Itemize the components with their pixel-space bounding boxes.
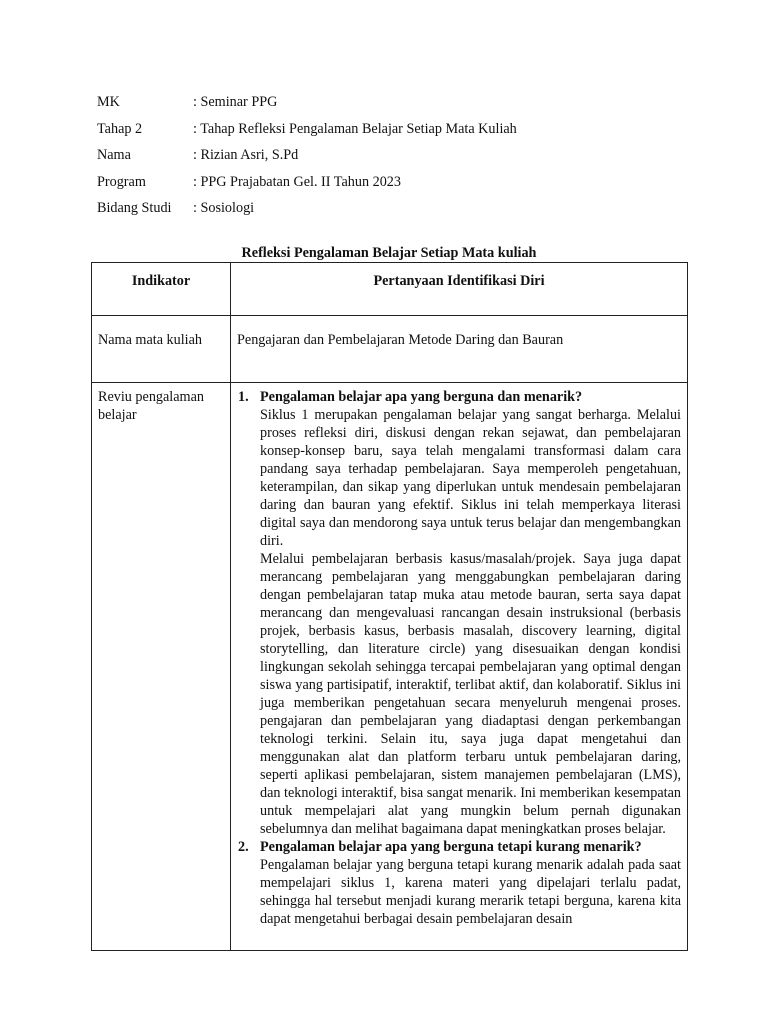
info-row-program — [97, 173, 517, 200]
table-header-row — [92, 263, 688, 316]
reflection-table — [91, 262, 688, 951]
course-name-value: Pengajaran dan Pembelajaran Metode Daring dan Bauran — [231, 316, 688, 383]
info-value: : Rizian Asri, S.Pd — [193, 147, 299, 164]
document-title: Refleksi Pengalaman Belajar Setiap Mata kuliah — [241, 245, 537, 261]
table-row — [92, 383, 688, 951]
question-number: 1. — [238, 389, 249, 405]
info-row-nama — [97, 146, 517, 173]
info-row-tahap — [97, 120, 517, 147]
answer-paragraph: Pengalaman belajar yang berguna tetapi kurang menarik adalah pada saat mempelajari siklus 1, karena materi yang dipelajari terlalu padat, sehingga hal tersebut menjadi kurang merarik tetapi berguna, karena kita dapat mengetahui berbagai desain pembelajaran desain — [260, 857, 681, 927]
table-row — [92, 316, 688, 383]
info-row-mk — [97, 93, 517, 120]
info-value: : PPG Prajabatan Gel. II Tahun 2023 — [193, 173, 401, 190]
answer-paragraph: Siklus 1 merupakan pengalaman belajar yang sangat berharga. Melalui proses refleksi diri, diskusi dengan rekan sejawat, dan pembelajaran konsep-konsep baru, saya telah mengalami transformasi dalam cara pandang saya terhadap pembelajaran. Saya memperoleh pengetahuan, keterampilan, dan sikap yang diperlukan untuk mendesain pembelajaran daring dan bauran yang efektif. Siklus ini telah memperkaya literasi digital saya dan mendorong saya untuk terus belajar dan mengembangkan diri. — [260, 407, 681, 549]
answer-paragraph: Melalui pembelajaran berbasis kasus/masalah/projek. Saya juga dapat merancang pembelajaran yang menggabungkan pembelajaran daring dengan pembelajaran tatap muka atau metode bauran, serta saya dapat merancang dan mengevaluasi rancangan desain instruksional (berbasis projek, berbasis kasus, berbasis masalah, discovery learning, digital storytelling, dan literature circle) yang disesuaikan dengan kondisi lingkungan sekolah sehingga tercapai pembelajaran yang optimal dengan siswa yang partisipatif, interaktif, terlibat aktif, dan kolaboratif. Siklus ini juga memberikan pengetahuan secara menyeluruh mengenai proses. pengajaran dan pembelajaran yang diadaptasi dengan perkembangan teknologi terkini. Selain itu, saya juga dapat mengetahui dan menggunakan alat dan platform terbaru untuk pembelajaran daring, seperti aplikasi pembelajaran, sistem manajemen pembelajaran (LMS), dan teknologi interaktif, bisa sangat menarik. Ini memberikan kesempatan untuk mempelajari alat yang mungkin belum pernah digunakan sebelumnya dan melihat bagaimana dapat meningkatkan proses belajar. — [260, 551, 681, 837]
question-title: Pengalaman belajar apa yang berguna tetapi kurang menarik? — [260, 839, 642, 855]
question-item-1 — [237, 388, 681, 838]
question-body — [260, 838, 681, 928]
info-label: Tahap 2 — [97, 120, 143, 137]
info-label: Bidang Studi — [97, 200, 172, 217]
info-row-bidang-studi — [97, 199, 517, 226]
info-label: Program — [97, 173, 146, 190]
reflection-content-clip — [237, 388, 681, 944]
question-title: Pengalaman belajar apa yang berguna dan menarik? — [260, 389, 583, 405]
question-item-2 — [237, 838, 681, 928]
question-number: 2. — [238, 839, 249, 855]
info-value: : Tahap Refleksi Pengalaman Belajar Setiap Mata Kuliah — [193, 120, 517, 137]
info-label: Nama — [97, 147, 131, 164]
question-body — [260, 388, 681, 838]
reflection-content — [231, 383, 688, 951]
row-label-nama-mata-kuliah: Nama mata kuliah — [92, 316, 231, 383]
info-label: MK — [97, 94, 120, 110]
header-pertanyaan: Pertanyaan Identifikasi Diri — [231, 263, 688, 316]
header-indikator: Indikator — [92, 263, 231, 316]
row-label-reviu: Reviu pengalaman belajar — [92, 383, 231, 951]
info-value: : Seminar PPG — [193, 94, 278, 110]
header-info — [97, 93, 517, 226]
info-value: : Sosiologi — [193, 200, 255, 217]
